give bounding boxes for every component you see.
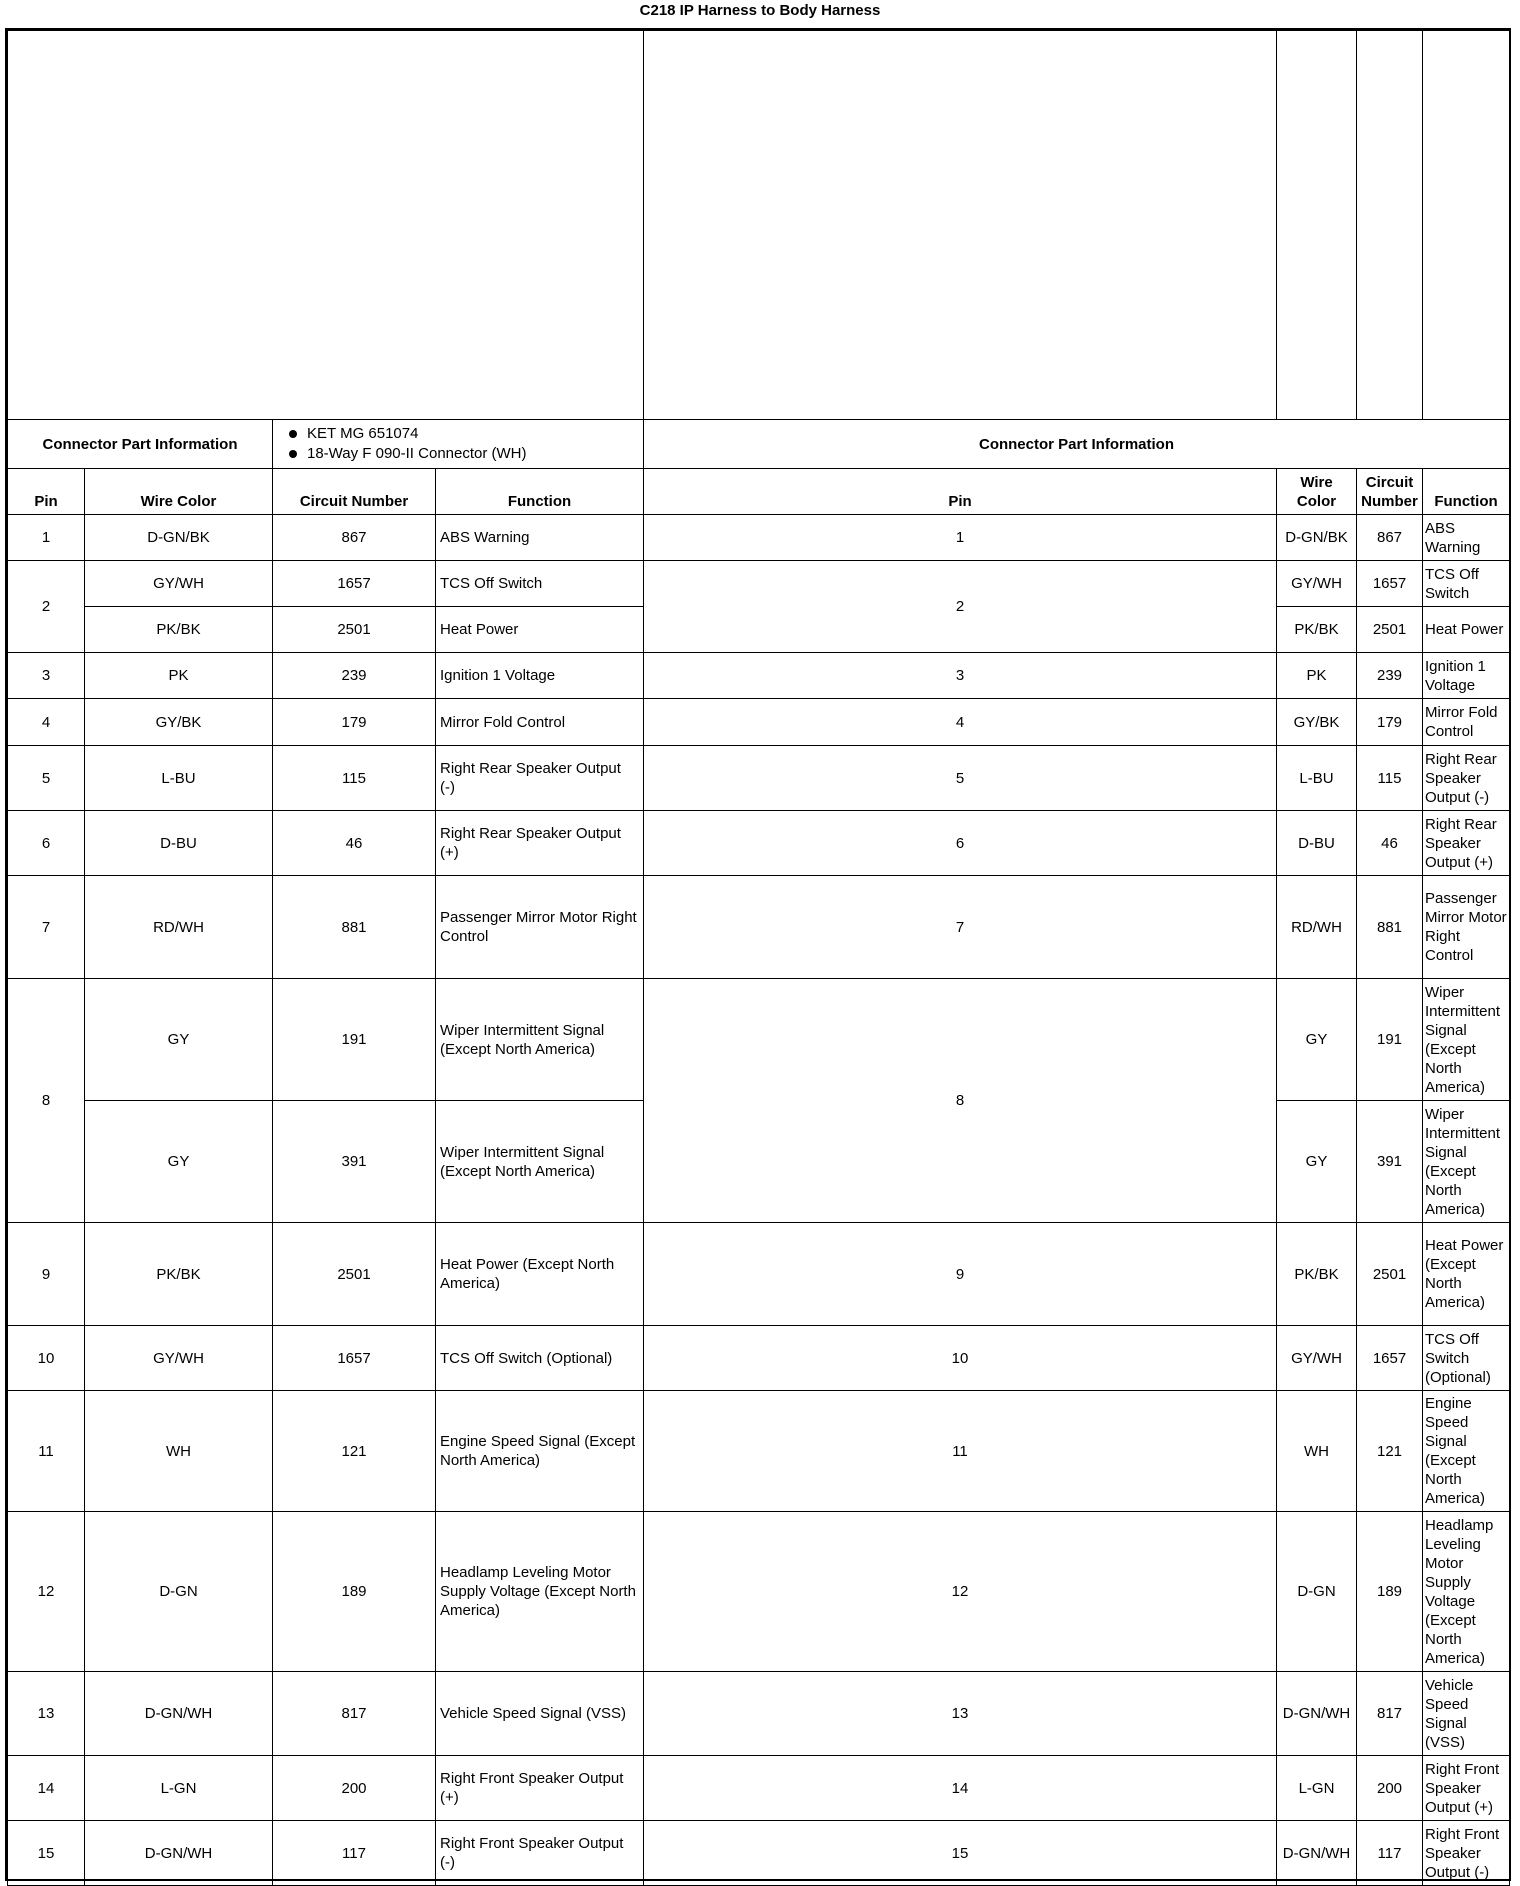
table-row bbox=[8, 1223, 1510, 1326]
function-cell: ABS Warning bbox=[436, 515, 644, 561]
circuit-number-cell-right: 817 bbox=[1357, 1672, 1423, 1756]
function-cell: TCS Off Switch (Optional) bbox=[436, 1326, 644, 1391]
table-row bbox=[8, 699, 1510, 746]
wire-color-cell-right: D-GN/BK bbox=[1277, 515, 1357, 561]
circuit-number-cell-right: 1657 bbox=[1357, 561, 1423, 607]
function-cell-right: ABS Warning bbox=[1423, 515, 1510, 561]
circuit-number-cell-right: 239 bbox=[1357, 653, 1423, 699]
wire-color-cell: D-BU bbox=[85, 811, 273, 876]
function-cell: Passenger Mirror Motor Right Control bbox=[436, 876, 644, 979]
table-row bbox=[8, 1391, 1510, 1512]
table-row bbox=[8, 561, 1510, 607]
function-cell: Right Front Speaker Output (-) bbox=[436, 1821, 644, 1886]
table-row bbox=[8, 876, 1510, 979]
header-circuit-number-right: Circuit Number bbox=[1357, 469, 1423, 515]
circuit-number-cell: 391 bbox=[273, 1101, 436, 1223]
function-cell: Engine Speed Signal (Except North America) bbox=[436, 1391, 644, 1512]
circuit-number-cell-right: 115 bbox=[1357, 746, 1423, 811]
table-row bbox=[8, 1512, 1510, 1672]
circuit-number-cell-right: 117 bbox=[1357, 1821, 1423, 1886]
pin-cell: 11 bbox=[8, 1391, 85, 1512]
wire-color-cell-right: D-GN bbox=[1277, 1512, 1357, 1672]
pin-cell-right: 8 bbox=[644, 979, 1277, 1223]
table-row bbox=[8, 1821, 1510, 1886]
circuit-number-cell-right: 121 bbox=[1357, 1391, 1423, 1512]
wire-color-cell: WH bbox=[85, 1391, 273, 1512]
wire-color-cell: D-GN/WH bbox=[85, 1672, 273, 1756]
function-cell: Heat Power (Except North America) bbox=[436, 1223, 644, 1326]
circuit-number-cell: 179 bbox=[273, 699, 436, 746]
wire-color-cell: GY/WH bbox=[85, 1326, 273, 1391]
connector-part-info-label: Connector Part Information bbox=[8, 420, 273, 469]
function-cell-right: Engine Speed Signal (Except North America) bbox=[1423, 1391, 1510, 1512]
page-title: C218 IP Harness to Body Harness bbox=[639, 2, 881, 19]
header-circuit-number: Circuit Number bbox=[273, 469, 436, 515]
pin-cell-right: 14 bbox=[644, 1756, 1277, 1821]
circuit-number-cell: 1657 bbox=[273, 561, 436, 607]
wire-color-cell-right: GY bbox=[1277, 979, 1357, 1101]
wire-color-cell: PK/BK bbox=[85, 1223, 273, 1326]
table-row bbox=[8, 515, 1510, 561]
function-cell-right: Right Rear Speaker Output (+) bbox=[1423, 811, 1510, 876]
function-cell-right: Mirror Fold Control bbox=[1423, 699, 1510, 746]
function-cell-right: Right Front Speaker Output (-) bbox=[1423, 1821, 1510, 1886]
function-cell: Mirror Fold Control bbox=[436, 699, 644, 746]
circuit-number-cell: 239 bbox=[273, 653, 436, 699]
function-cell-right: Ignition 1 Voltage bbox=[1423, 653, 1510, 699]
function-cell: Right Rear Speaker Output (+) bbox=[436, 811, 644, 876]
pin-cell: 2 bbox=[8, 561, 85, 653]
table-row bbox=[8, 1326, 1510, 1391]
function-cell: Right Front Speaker Output (+) bbox=[436, 1756, 644, 1821]
wire-color-cell: PK/BK bbox=[85, 607, 273, 653]
circuit-number-cell: 200 bbox=[273, 1756, 436, 1821]
wire-color-cell: L-BU bbox=[85, 746, 273, 811]
pin-cell-right: 13 bbox=[644, 1672, 1277, 1756]
circuit-number-cell-right: 2501 bbox=[1357, 607, 1423, 653]
pin-cell-right: 5 bbox=[644, 746, 1277, 811]
table-row bbox=[8, 1756, 1510, 1821]
wire-color-cell: GY bbox=[85, 979, 273, 1101]
circuit-number-cell-right: 189 bbox=[1357, 1512, 1423, 1672]
circuit-number-cell-right: 200 bbox=[1357, 1756, 1423, 1821]
function-cell: Right Rear Speaker Output (-) bbox=[436, 746, 644, 811]
wire-color-cell-right: L-GN bbox=[1277, 1756, 1357, 1821]
pin-cell-right: 1 bbox=[644, 515, 1277, 561]
circuit-number-cell: 2501 bbox=[273, 607, 436, 653]
pin-cell-right: 10 bbox=[644, 1326, 1277, 1391]
wire-color-cell: D-GN/BK bbox=[85, 515, 273, 561]
connector-face-view-right bbox=[644, 31, 1277, 420]
pin-cell-right: 6 bbox=[644, 811, 1277, 876]
connector-images-row bbox=[8, 31, 1510, 420]
wire-color-cell: RD/WH bbox=[85, 876, 273, 979]
circuit-number-cell-right: 867 bbox=[1357, 515, 1423, 561]
pin-cell: 7 bbox=[8, 876, 85, 979]
function-cell: Wiper Intermittent Signal (Except North America) bbox=[436, 1101, 644, 1223]
function-cell-right: Headlamp Leveling Motor Supply Voltage (Except North America) bbox=[1423, 1512, 1510, 1672]
connector-part-item: 18-Way F 090-II Connector (WH) bbox=[287, 444, 639, 464]
wire-color-cell-right: GY/WH bbox=[1277, 561, 1357, 607]
pin-cell-right: 12 bbox=[644, 1512, 1277, 1672]
pin-cell: 14 bbox=[8, 1756, 85, 1821]
wire-color-cell-right: PK/BK bbox=[1277, 607, 1357, 653]
wire-color-cell: L-GN bbox=[85, 1756, 273, 1821]
pin-cell: 4 bbox=[8, 699, 85, 746]
function-cell: TCS Off Switch bbox=[436, 561, 644, 607]
circuit-number-cell: 817 bbox=[273, 1672, 436, 1756]
wire-color-cell: D-GN bbox=[85, 1512, 273, 1672]
circuit-number-cell: 881 bbox=[273, 876, 436, 979]
function-cell: Wiper Intermittent Signal (Except North America) bbox=[436, 979, 644, 1101]
pin-cell: 8 bbox=[8, 979, 85, 1223]
pin-cell: 15 bbox=[8, 1821, 85, 1886]
function-cell-right: Wiper Intermittent Signal (Except North America) bbox=[1423, 979, 1510, 1101]
connector-part-info-label-right: Connector Part Information bbox=[644, 420, 1510, 469]
wire-color-cell-right: RD/WH bbox=[1277, 876, 1357, 979]
function-cell-right: Heat Power (Except North America) bbox=[1423, 1223, 1510, 1326]
function-cell: Ignition 1 Voltage bbox=[436, 653, 644, 699]
wire-color-cell: GY/WH bbox=[85, 561, 273, 607]
connector-part-item: KET MG 651074 bbox=[287, 424, 639, 444]
function-cell-right: Right Rear Speaker Output (-) bbox=[1423, 746, 1510, 811]
function-cell-right: Wiper Intermittent Signal (Except North America) bbox=[1423, 1101, 1510, 1223]
wire-color-cell-right: L-BU bbox=[1277, 746, 1357, 811]
wire-color-cell-right: WH bbox=[1277, 1391, 1357, 1512]
pin-cell: 1 bbox=[8, 515, 85, 561]
pin-cell: 6 bbox=[8, 811, 85, 876]
circuit-number-cell: 191 bbox=[273, 979, 436, 1101]
circuit-number-cell: 121 bbox=[273, 1391, 436, 1512]
circuit-number-cell-right: 179 bbox=[1357, 699, 1423, 746]
pin-cell-right: 7 bbox=[644, 876, 1277, 979]
pin-cell: 5 bbox=[8, 746, 85, 811]
connector-table-frame bbox=[5, 28, 1511, 1881]
circuit-number-cell-right: 46 bbox=[1357, 811, 1423, 876]
function-cell: Heat Power bbox=[436, 607, 644, 653]
wire-color-cell-right: D-BU bbox=[1277, 811, 1357, 876]
wire-color-cell-right: GY/BK bbox=[1277, 699, 1357, 746]
connector-part-list bbox=[277, 424, 639, 464]
header-wire-color: Wire Color bbox=[85, 469, 273, 515]
wire-color-cell-right: GY/WH bbox=[1277, 1326, 1357, 1391]
circuit-number-cell: 867 bbox=[273, 515, 436, 561]
table-row bbox=[8, 1672, 1510, 1756]
circuit-number-cell: 46 bbox=[273, 811, 436, 876]
connector-face-view-left bbox=[8, 31, 644, 420]
function-cell-right: Vehicle Speed Signal (VSS) bbox=[1423, 1672, 1510, 1756]
table-row bbox=[8, 746, 1510, 811]
wire-color-cell-right: PK/BK bbox=[1277, 1223, 1357, 1326]
column-header-row bbox=[8, 469, 1510, 515]
wire-color-cell-right: D-GN/WH bbox=[1277, 1821, 1357, 1886]
circuit-number-cell: 2501 bbox=[273, 1223, 436, 1326]
header-function: Function bbox=[436, 469, 644, 515]
wire-color-cell: PK bbox=[85, 653, 273, 699]
circuit-number-cell-right: 191 bbox=[1357, 979, 1423, 1101]
pin-cell-right: 4 bbox=[644, 699, 1277, 746]
circuit-number-cell-right: 1657 bbox=[1357, 1326, 1423, 1391]
wire-color-cell: D-GN/WH bbox=[85, 1821, 273, 1886]
pin-cell-right: 2 bbox=[644, 561, 1277, 653]
header-pin: Pin bbox=[8, 469, 85, 515]
wire-color-cell: GY bbox=[85, 1101, 273, 1223]
pin-cell-right: 11 bbox=[644, 1391, 1277, 1512]
pin-cell-right: 3 bbox=[644, 653, 1277, 699]
header-function-right: Function bbox=[1423, 469, 1510, 515]
pin-cell: 10 bbox=[8, 1326, 85, 1391]
header-wire-color-right: Wire Color bbox=[1277, 469, 1357, 515]
pin-cell-right: 15 bbox=[644, 1821, 1277, 1886]
function-cell: Vehicle Speed Signal (VSS) bbox=[436, 1672, 644, 1756]
function-cell-right: TCS Off Switch (Optional) bbox=[1423, 1326, 1510, 1391]
connector-table bbox=[7, 30, 1510, 1886]
pin-cell: 13 bbox=[8, 1672, 85, 1756]
pin-cell: 9 bbox=[8, 1223, 85, 1326]
circuit-number-cell: 189 bbox=[273, 1512, 436, 1672]
circuit-number-cell: 115 bbox=[273, 746, 436, 811]
function-cell: Headlamp Leveling Motor Supply Voltage (Except North America) bbox=[436, 1512, 644, 1672]
function-cell-right: Passenger Mirror Motor Right Control bbox=[1423, 876, 1510, 979]
wire-color-cell-right: D-GN/WH bbox=[1277, 1672, 1357, 1756]
connector-part-list-cell bbox=[273, 420, 644, 469]
circuit-number-cell-right: 2501 bbox=[1357, 1223, 1423, 1326]
header-pin-right: Pin bbox=[644, 469, 1277, 515]
circuit-number-cell-right: 391 bbox=[1357, 1101, 1423, 1223]
table-row bbox=[8, 979, 1510, 1101]
wire-color-cell-right: PK bbox=[1277, 653, 1357, 699]
function-cell-right: Right Front Speaker Output (+) bbox=[1423, 1756, 1510, 1821]
pin-cell-right: 9 bbox=[644, 1223, 1277, 1326]
function-cell-right: TCS Off Switch bbox=[1423, 561, 1510, 607]
wire-color-cell-right: GY bbox=[1277, 1101, 1357, 1223]
table-row bbox=[8, 811, 1510, 876]
pin-cell: 12 bbox=[8, 1512, 85, 1672]
circuit-number-cell: 117 bbox=[273, 1821, 436, 1886]
circuit-number-cell: 1657 bbox=[273, 1326, 436, 1391]
table-row bbox=[8, 653, 1510, 699]
circuit-number-cell-right: 881 bbox=[1357, 876, 1423, 979]
pin-cell: 3 bbox=[8, 653, 85, 699]
function-cell-right: Heat Power bbox=[1423, 607, 1510, 653]
wire-color-cell: GY/BK bbox=[85, 699, 273, 746]
connector-info-row bbox=[8, 420, 1510, 469]
